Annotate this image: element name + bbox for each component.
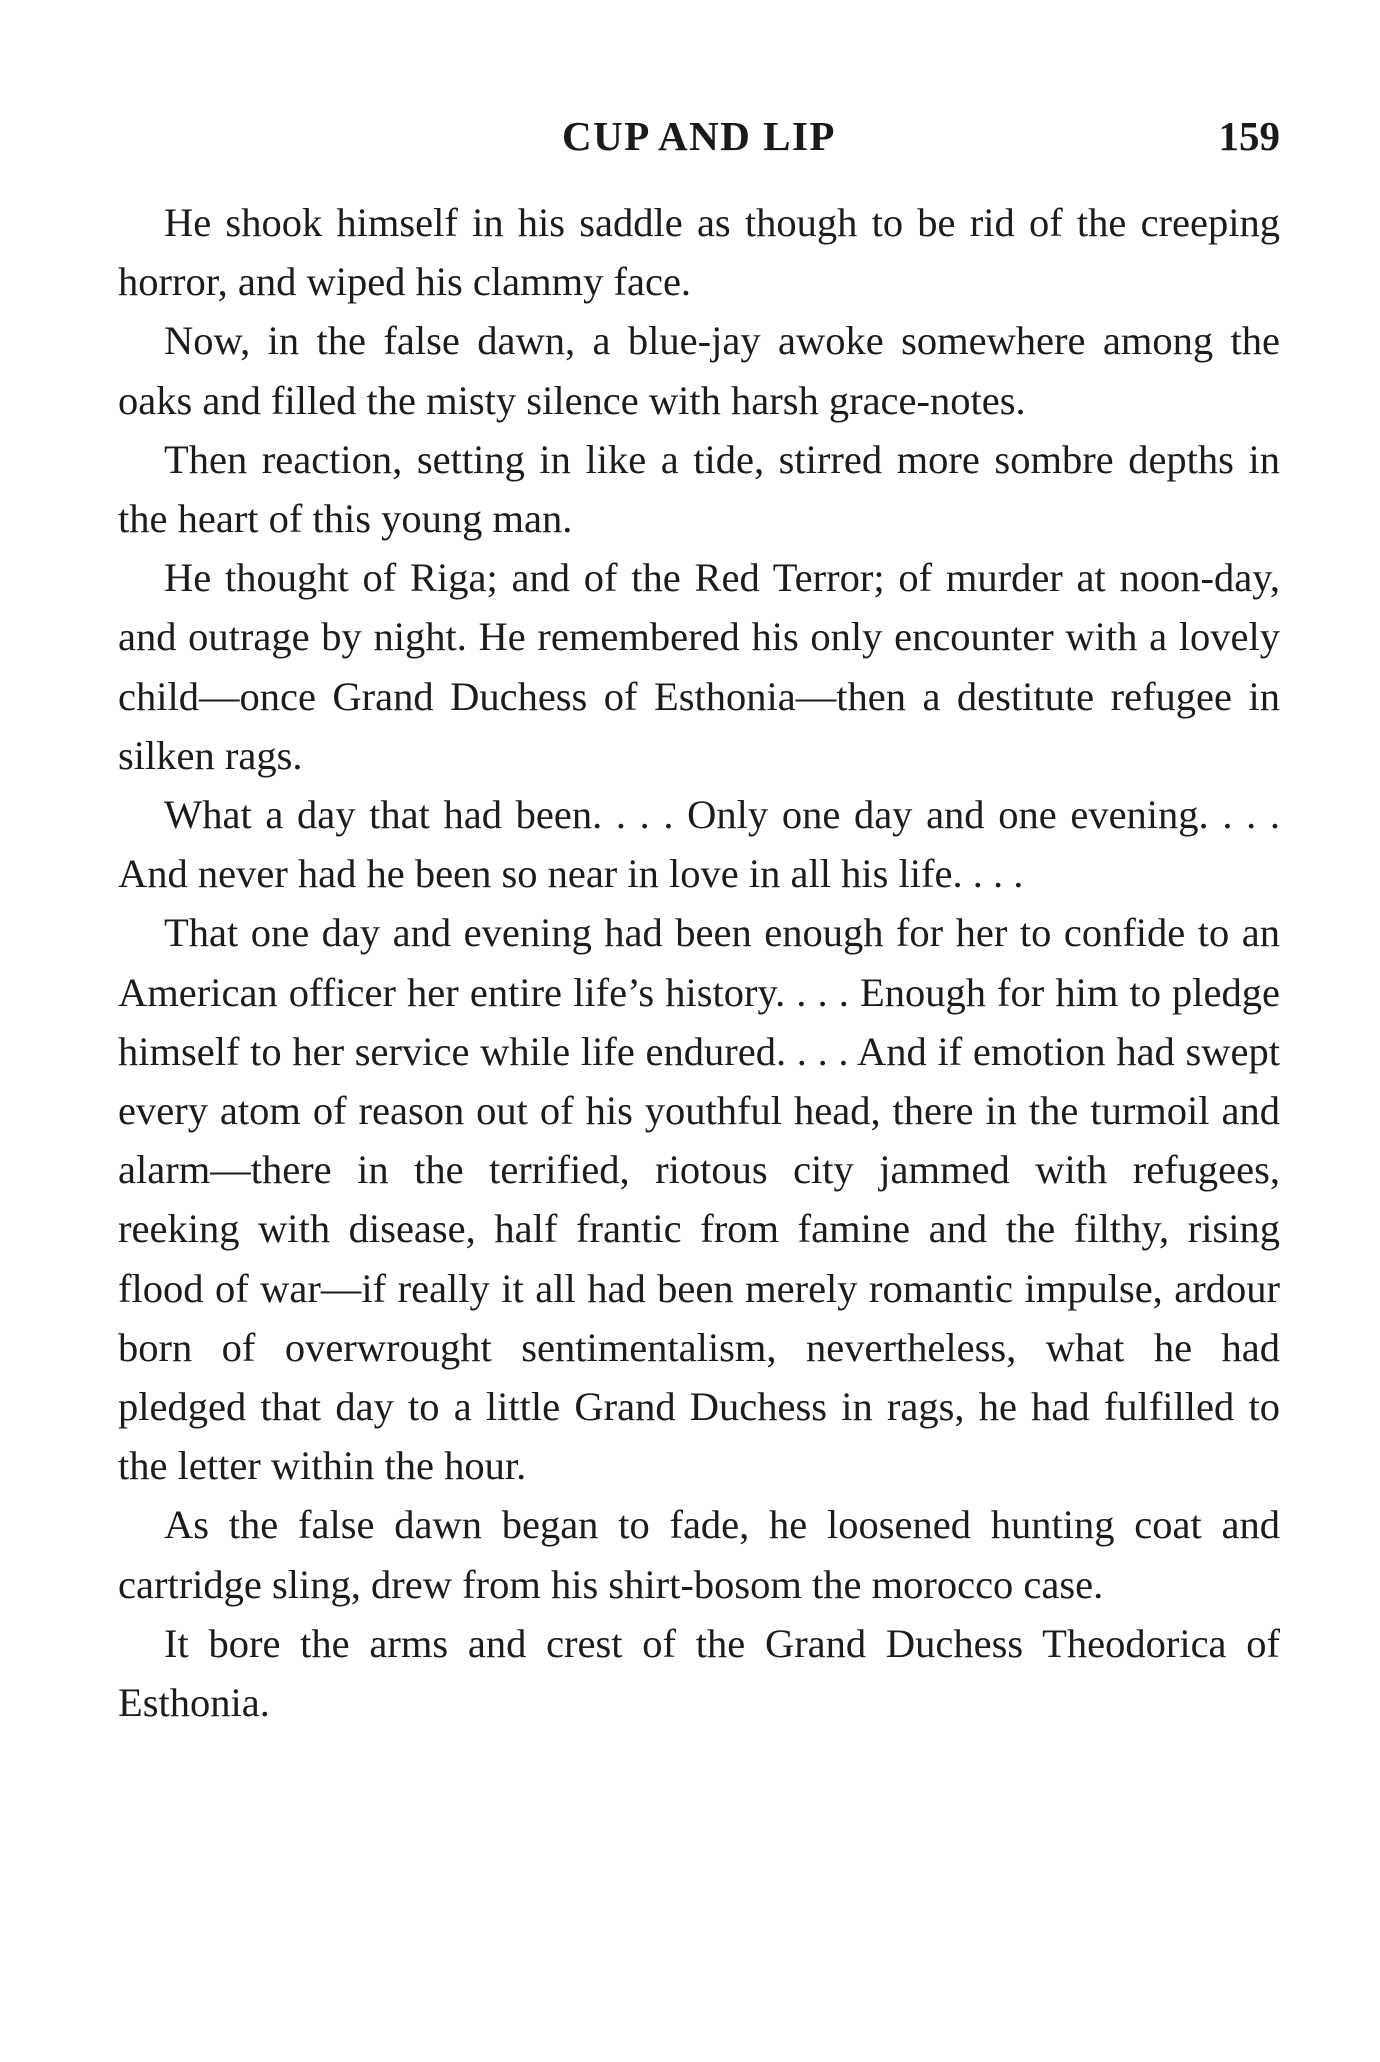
paragraph-2: Now, in the false dawn, a blue-jay awoke somewhere among the oaks and filled the misty silence with harsh grace-notes. [118,318,1280,423]
paragraph-5: What a day that had been. . . . Only one day and one evening. . . . And never had he been so near in love in all his life. . . . [118,792,1280,897]
paragraph-8: It bore the arms and crest of the Grand Duchess Theodorica of Esthonia. [118,1620,1280,1726]
running-head [118,112,1280,172]
paragraph-4: He thought of Riga; and of the Red Terror; of murder at noon-day, and outrage by night. He remembered his only encounter with a lovely child—once Grand Duchess of Esthonia—then a destitute refugee in silken rags. [118,555,1280,778]
page-number: 159 [1218,113,1280,159]
paragraph-1: He shook himself in his saddle as though to be rid of the creeping horror, and wiped his clammy face. [118,200,1280,305]
paragraph-6: That one day and evening had been enough for her to confide to an American officer her entire life’s history. . . . Enough for him to pledge himself to her service while life endured. . . . And if emotion had swept every atom of reason out of his youthful head, there in the turmoil and alarm—there in the terrified, riotous city jammed with refugees, reeking with disease, half frantic from famine and the filthy, rising flood of war—if really it all had been merely romantic impulse, ardour born of overwrought sentimentalism, nevertheless, what he had pledged that day to a little Grand Duchess in rags, he had fulfilled to the letter within the hour. [118,910,1280,1489]
paragraph-7: As the false dawn began to fade, he loosened hunting coat and cartridge sling, drew from his shirt-bosom the morocco case. [118,1502,1280,1607]
body-text [118,193,1280,1732]
running-title: CUP AND LIP [562,113,836,159]
paragraph-3: Then reaction, setting in like a tide, stirred more sombre depths in the heart of this young man. [118,436,1280,542]
